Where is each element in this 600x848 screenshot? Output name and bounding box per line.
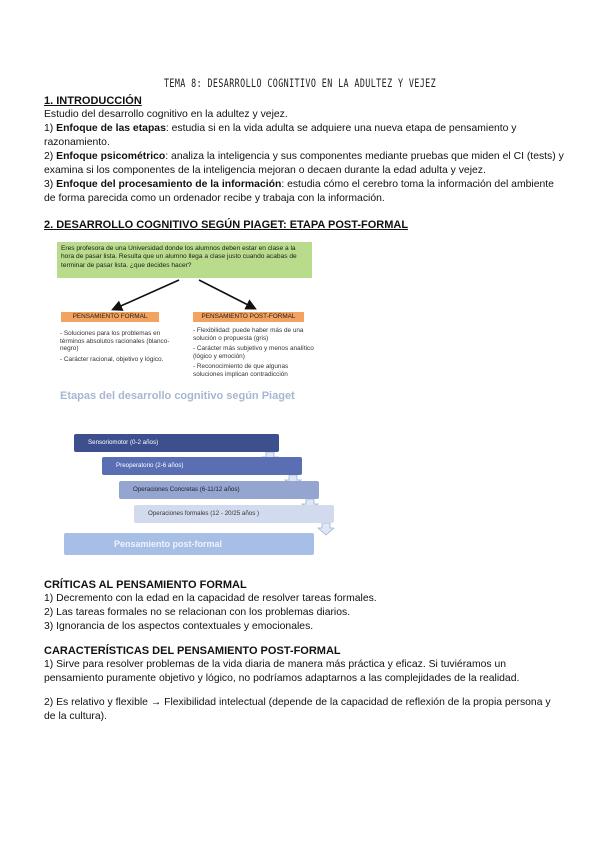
stage-1: Sensoriomotor (0-2 años) xyxy=(74,434,279,452)
intro-item-1-num: 1) xyxy=(44,123,57,134)
formal-list xyxy=(60,330,180,366)
formal-item: - Soluciones para los problemas en términos absolutos racionales (blanco-negro) xyxy=(60,330,170,353)
postformal-item: - Flexibilidad: puede haber más de una solución o propuesta (gris) xyxy=(193,327,304,342)
intro-item-1-text: : estudia si en la vida adulta se adquiere una nueva etapa de pensamiento y razonamiento. xyxy=(44,123,517,148)
document-content xyxy=(44,94,564,724)
criticas-item: 1) Decremento con la edad en la capacidad de resolver tareas formales. xyxy=(44,593,377,604)
intro-item-3-text: : estudia cómo el cerebro toma la información del ambiente de forma parecida como un ordenador recibe y trabaja con la información. xyxy=(44,179,554,204)
postformal-item: - Carácter más subjetivo y menos analítico (lógico y emoción) xyxy=(193,345,314,360)
arrow-left xyxy=(114,280,179,309)
postformal-label: PENSAMIENTO POST-FORMAL xyxy=(193,312,304,322)
postformal-item: - Reconocimiento de que algunas soluciones implican contradicción xyxy=(193,363,289,378)
intro-item-1-term: Enfoque de las etapas xyxy=(56,123,166,134)
down-arrow-icon xyxy=(318,523,334,535)
caracteristicas-heading: CARACTERÍSTICAS DEL PENSAMIENTO POST-FORMAL xyxy=(44,645,341,657)
intro-item-2-term: Enfoque psicométrico xyxy=(56,151,166,162)
document-title: TEMA 8: DESARROLLO COGNITIVO EN LA ADULTEZ Y VEJEZ xyxy=(163,76,437,90)
formal-label: PENSAMIENTO FORMAL xyxy=(61,312,159,322)
stages-title: Etapas del desarrollo cognitivo según Piaget xyxy=(60,390,295,402)
intro-item-2 xyxy=(44,150,564,178)
stage-3: Operaciones Concretas (6-11/12 años) xyxy=(119,481,319,499)
intro-item-3-num: 3) xyxy=(44,179,57,190)
stage-5: Pensamiento post-formal xyxy=(64,533,314,555)
intro-item-3-term: Enfoque del procesamiento de la información xyxy=(56,179,282,190)
criticas-item: 2) Las tareas formales no se relacionan con los problemas diarios. xyxy=(44,607,351,618)
stage-2: Preoperatorio (2-6 años) xyxy=(102,457,302,475)
arrow-right xyxy=(199,280,254,308)
piaget-heading: 2. DESARROLLO COGNITIVO SEGÚN PIAGET: ETAPA POST-FORMAL xyxy=(44,219,409,231)
scenario-box: Eres profesora de una Universidad donde los alumnos deben estar en clase a la hora de pasar lista. Resulta que un alumno llega a clase justo cuando acabas de terminar de pasar lista. ¿que decides hacer? xyxy=(57,242,312,278)
intro-item-2-num: 2) xyxy=(44,151,57,162)
formal-vs-postformal-figure xyxy=(44,238,314,388)
formal-item: - Carácter racional, objetivo y lógico. xyxy=(60,355,164,363)
intro-item-2-text: : analiza la inteligencia y sus componentes mediante pruebas que miden el CI (tests) y examina si los componentes de la inteligencia mejoran o decaen durante la edad adulta y vejez. xyxy=(44,151,564,176)
caracteristicas-item-1: 1) Sirve para resolver problemas de la vida diaria de manera más práctica y eficaz. Si tuviéramos un pensamiento puramente objetivo y lógico, no podríamos adaptarnos a las complejidades de la realidad. xyxy=(44,659,520,684)
postformal-list xyxy=(193,327,318,382)
criticas-item: 3) Ignorancia de los aspectos contextuales y emocionales. xyxy=(44,621,314,632)
stage-4: Operaciones formales (12 - 20/25 años ) xyxy=(134,505,334,523)
intro-heading: 1. INTRODUCCIÓN xyxy=(44,95,142,107)
criticas-heading: CRÍTICAS AL PENSAMIENTO FORMAL xyxy=(44,579,247,591)
intro-item-1 xyxy=(44,122,564,150)
intro-text: Estudio del desarrollo cognitivo en la adultez y vejez. xyxy=(44,109,288,120)
piaget-stages-figure xyxy=(44,388,314,578)
intro-item-3 xyxy=(44,178,564,206)
caracteristicas-item-2: 2) Es relativo y flexible → Flexibilidad intelectual (depende de la capacidad de reflexión de la propia persona y de la cultura). xyxy=(44,697,551,722)
